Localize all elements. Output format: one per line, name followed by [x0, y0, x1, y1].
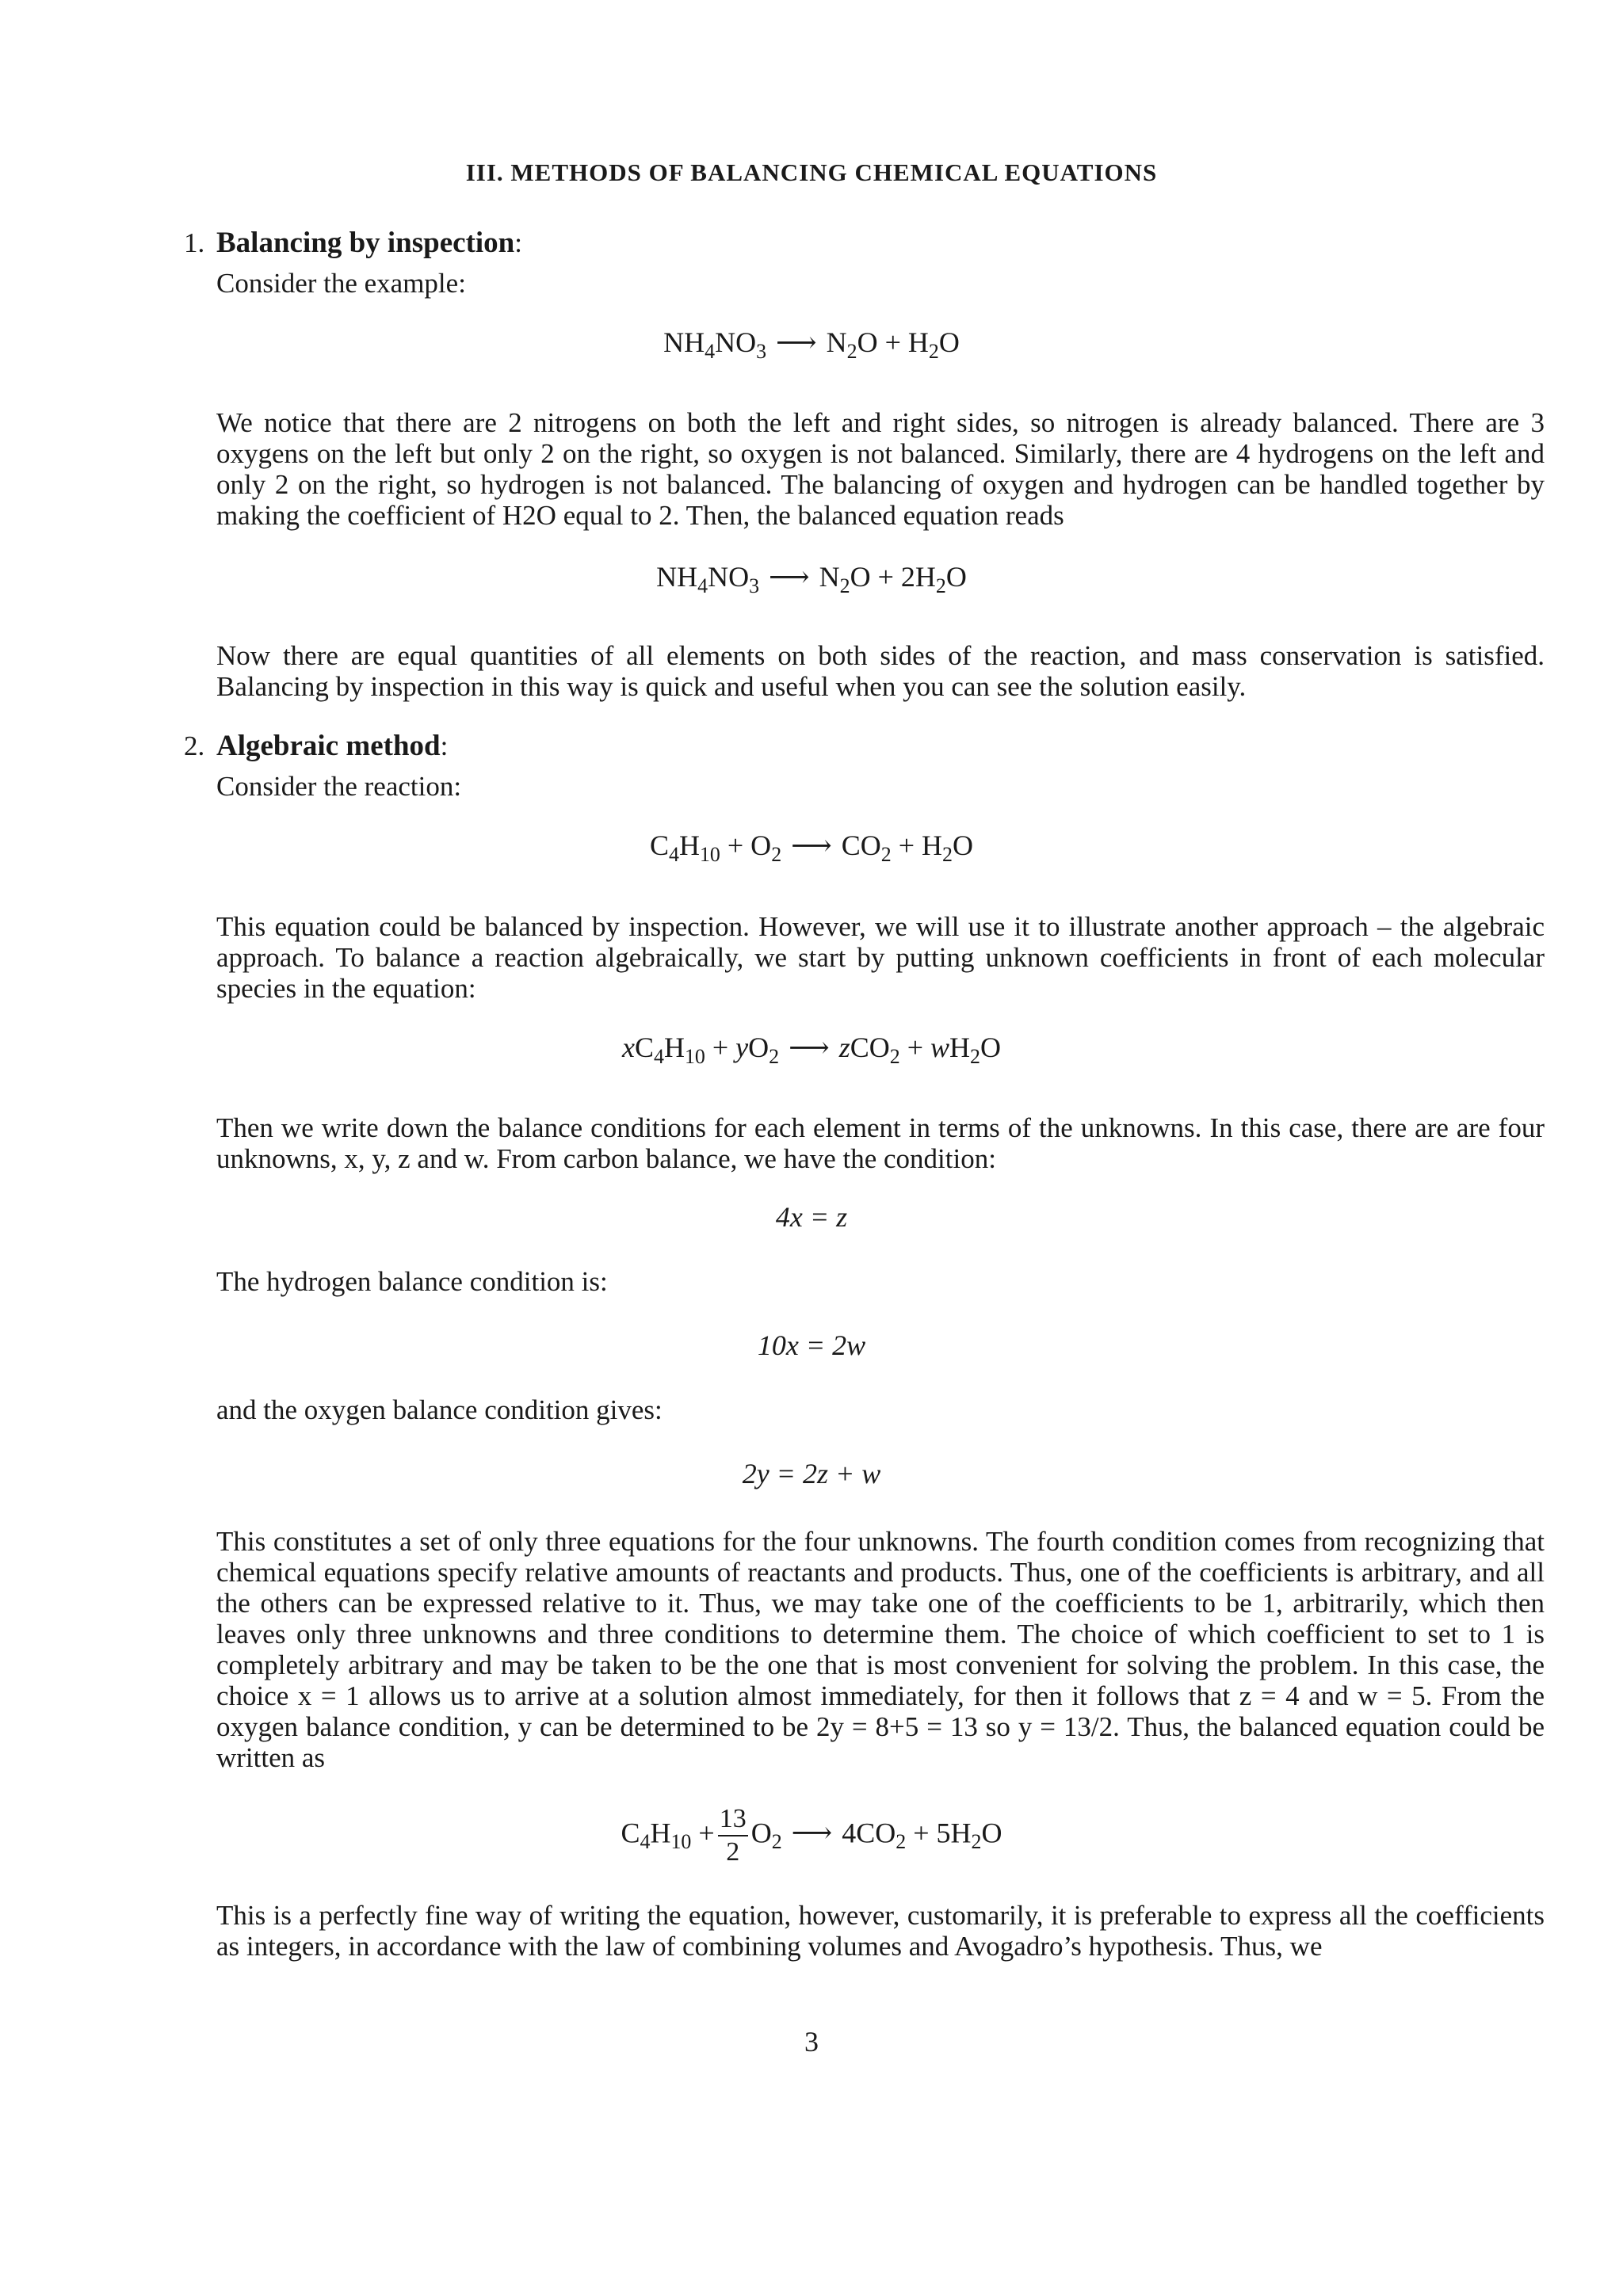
item-2-heading [216, 729, 448, 763]
section-heading: III. METHODS OF BALANCING CHEMICAL EQUATIONS [465, 158, 1158, 186]
reaction-arrow: ⟶ [776, 326, 817, 358]
equation-carbon-balance: 4x = z [775, 1201, 848, 1233]
item-1-intro: Consider the example: [216, 268, 466, 299]
equation-butane-unknowns: $xC_4H_{10} + yO_2$ ⟶ $zCO_2 + wH_2O$ [622, 1032, 1001, 1068]
reaction-arrow: ⟶ [789, 1032, 830, 1063]
equation-nh4no3-unbalanced: $NH_4NO_3$ ⟶ $N_2O + H_2O$ [663, 326, 960, 363]
equation-butane-unbalanced: $C_4H_{10} + O_2$ ⟶ $CO_2 + H_2O$ [650, 830, 973, 866]
item-1-paragraph-1: We notice that there are 2 nitrogens on both the left and right sides, so nitrogen is already balanced. There are 3 oxygens on the left but only 2 on the right, so oxygen is not balanced. Similarly, there are 4 hydrogens on the left and only 2 on the right, so hydrogen is not balanced. The balancing of oxygen and hydrogen can be handled together by making the coefficient of H2O equal to 2. Then, the balanced equation reads [216, 407, 1545, 531]
item-2-oxygen-text: and the oxygen balance condition gives: [216, 1394, 663, 1425]
equation-nh4no3-balanced: $NH_4NO_3$ ⟶ $N_2O + 2H_2O$ [656, 561, 967, 597]
page-number: 3 [804, 2026, 819, 2058]
fraction-denominator: 2 [726, 1837, 740, 1867]
fraction-numerator: 13 [718, 1803, 748, 1836]
reaction-arrow: ⟶ [791, 1817, 833, 1849]
item-1-number: 1. [184, 227, 205, 258]
reaction-arrow: ⟶ [769, 561, 810, 593]
equation-oxygen-balance: 2y = 2z + w [742, 1458, 881, 1489]
item-2-intro: Consider the reaction: [216, 771, 462, 802]
reaction-arrow: ⟶ [791, 830, 832, 861]
item-1-title: Balancing by inspection [216, 227, 515, 259]
fraction-13-over-2 [718, 1803, 748, 1868]
item-2-hydrogen-text: The hydrogen balance condition is: [216, 1266, 608, 1297]
item-1-heading [216, 226, 522, 260]
item-2-paragraph-4: This is a perfectly fine way of writing the equation, however, customarily, it is preferable to express all the coefficients as integers, in accordance with the law of combining volumes and Avogadro’s hypothesis. Thus, we [216, 1900, 1545, 1962]
equation-butane-fractional: $C_4H_{10}$ + $\frac{13}{2}$ $O_2$ ⟶ $4CO_2 + 5H_2O$ [621, 1804, 1002, 1867]
item-2-paragraph-1: This equation could be balanced by inspection. However, we will use it to illustrate another approach – the algebraic approach. To balance a reaction algebraically, we start by putting unknown coefficients in front of each molecular species in the equation: [216, 911, 1545, 1004]
item-2-colon: : [440, 730, 449, 761]
item-2-paragraph-2: Then we write down the balance conditions for each element in terms of the unknowns. In this case, there are are four unknowns, x, y, z and w. From carbon balance, we have the condition: [216, 1112, 1545, 1174]
item-1-colon: : [514, 227, 522, 258]
item-2-number: 2. [184, 730, 205, 761]
item-2-paragraph-3: This constitutes a set of only three equations for the four unknowns. The fourth condition comes from recognizing that chemical equations specify relative amounts of reactants and products. Thus, one of the coefficients is arbitrary, and all the others can be expressed relative to it. Thus, we may take one of the coefficients to be 1, arbitrarily, which then leaves only three unknowns and three conditions to determine them. The choice of which coefficient to set to 1 is completely arbitrary and may be taken to be the one that is most convenient for solving the problem. In this case, the choice x = 1 allows us to arrive at a solution almost immediately, for then it follows that z = 4 and w = 5. From the oxygen balance condition, y can be determined to be 2y = 8+5 = 13 so y = 13/2. Thus, the balanced equation could be written as [216, 1526, 1545, 1773]
equation-hydrogen-balance: 10x = 2w [757, 1329, 866, 1361]
item-1-paragraph-2: Now there are equal quantities of all elements on both sides of the reaction, and mass conservation is satisfied. Balancing by inspection in this way is quick and useful when you can see the solution easily. [216, 640, 1545, 702]
item-2-title: Algebraic method [216, 730, 441, 762]
